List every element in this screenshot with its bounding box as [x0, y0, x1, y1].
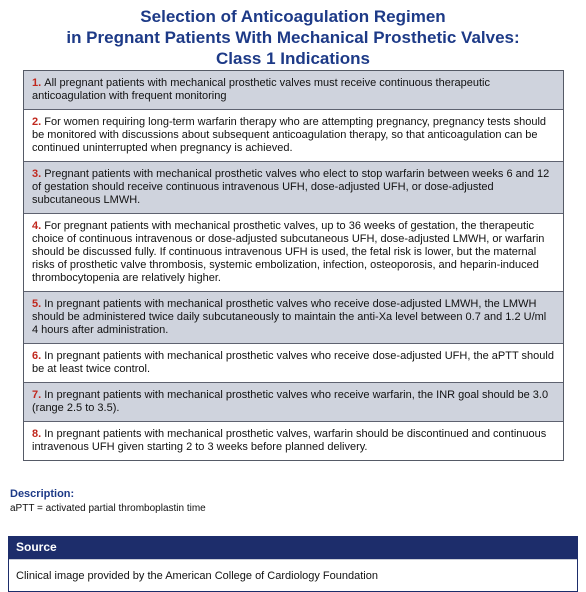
recommendation-text: In pregnant patients with mechanical prosthetic valves who receive dose-adjusted LMWH, the LMWH should be administered twice daily subcutaneously to maintain the anti-Xa level between 0.7 and 1.2 U/ml 4 hours after administration.: [32, 298, 547, 336]
recommendation-row-2: [24, 110, 563, 162]
recommendation-row-3: [24, 162, 563, 214]
description-block: [10, 488, 206, 515]
recommendation-row-1: [24, 71, 563, 110]
title-line-1: Selection of Anticoagulation Regimen: [140, 7, 446, 26]
recommendation-number: 1.: [32, 77, 45, 89]
recommendation-row-6: [24, 344, 563, 383]
recommendation-text: In pregnant patients with mechanical prosthetic valves who receive warfarin, the INR goal should be 3.0 (range 2.5 to 3.5).: [32, 389, 549, 414]
source-heading: Source: [9, 537, 577, 559]
recommendation-text: For pregnant patients with mechanical prosthetic valves, up to 36 weeks of gestation, the therapeutic choice of continuous intravenous or dose-adjusted subcutaneous UFH, dose-adjusted LMWH, or warfarin should be discussed fully. If continuous intravenous UFH is used, the fetal risk is lower, but the maternal risks of prosthetic valve thrombosis, systemic embolization, infection, osteoporosis, and heparin-induced thrombocytopenia are relatively higher.: [32, 220, 545, 284]
recommendation-row-4: [24, 214, 563, 292]
page-title: [0, 6, 586, 69]
recommendation-number: 3.: [32, 168, 45, 180]
recommendation-text: For women requiring long-term warfarin therapy who are attempting pregnancy, pregnancy tests should be monitored with discussions about subsequent anticoagulation therapy, so that anticoagulation can be continued uninterrupted when pregnancy is achieved.: [32, 116, 547, 154]
source-text: Clinical image provided by the American College of Cardiology Foundation: [9, 559, 577, 591]
recommendation-number: 2.: [32, 116, 45, 128]
description-text: aPTT = activated partial thromboplastin time: [10, 503, 206, 514]
recommendation-number: 7.: [32, 389, 45, 401]
recommendation-number: 5.: [32, 298, 45, 310]
recommendations-table: [23, 70, 564, 461]
recommendation-text: In pregnant patients with mechanical prosthetic valves, warfarin should be discontinued and continuous intravenous UFH given starting 2 to 3 weeks before planned delivery.: [32, 428, 547, 453]
recommendation-text: Pregnant patients with mechanical prosthetic valves who elect to stop warfarin between weeks 6 and 12 of gestation should receive continuous intravenous UFH, dose-adjusted UFH, or dose-adjusted subcutaneous LMWH.: [32, 168, 550, 206]
recommendation-row-7: [24, 383, 563, 422]
recommendation-text: All pregnant patients with mechanical prosthetic valves must receive continuous therapeutic anticoagulation with frequent monitoring: [32, 77, 490, 102]
recommendation-number: 4.: [32, 220, 45, 232]
recommendation-row-8: [24, 422, 563, 460]
recommendation-text: In pregnant patients with mechanical prosthetic valves who receive dose-adjusted UFH, the aPTT should be at least twice control.: [32, 350, 554, 375]
title-line-3: Class 1 Indications: [216, 49, 370, 68]
recommendation-number: 6.: [32, 350, 45, 362]
source-panel: [8, 536, 578, 592]
recommendation-row-5: [24, 292, 563, 344]
description-label: Description:: [10, 488, 75, 500]
recommendation-number: 8.: [32, 428, 45, 440]
title-line-2: in Pregnant Patients With Mechanical Prosthetic Valves:: [66, 28, 520, 47]
